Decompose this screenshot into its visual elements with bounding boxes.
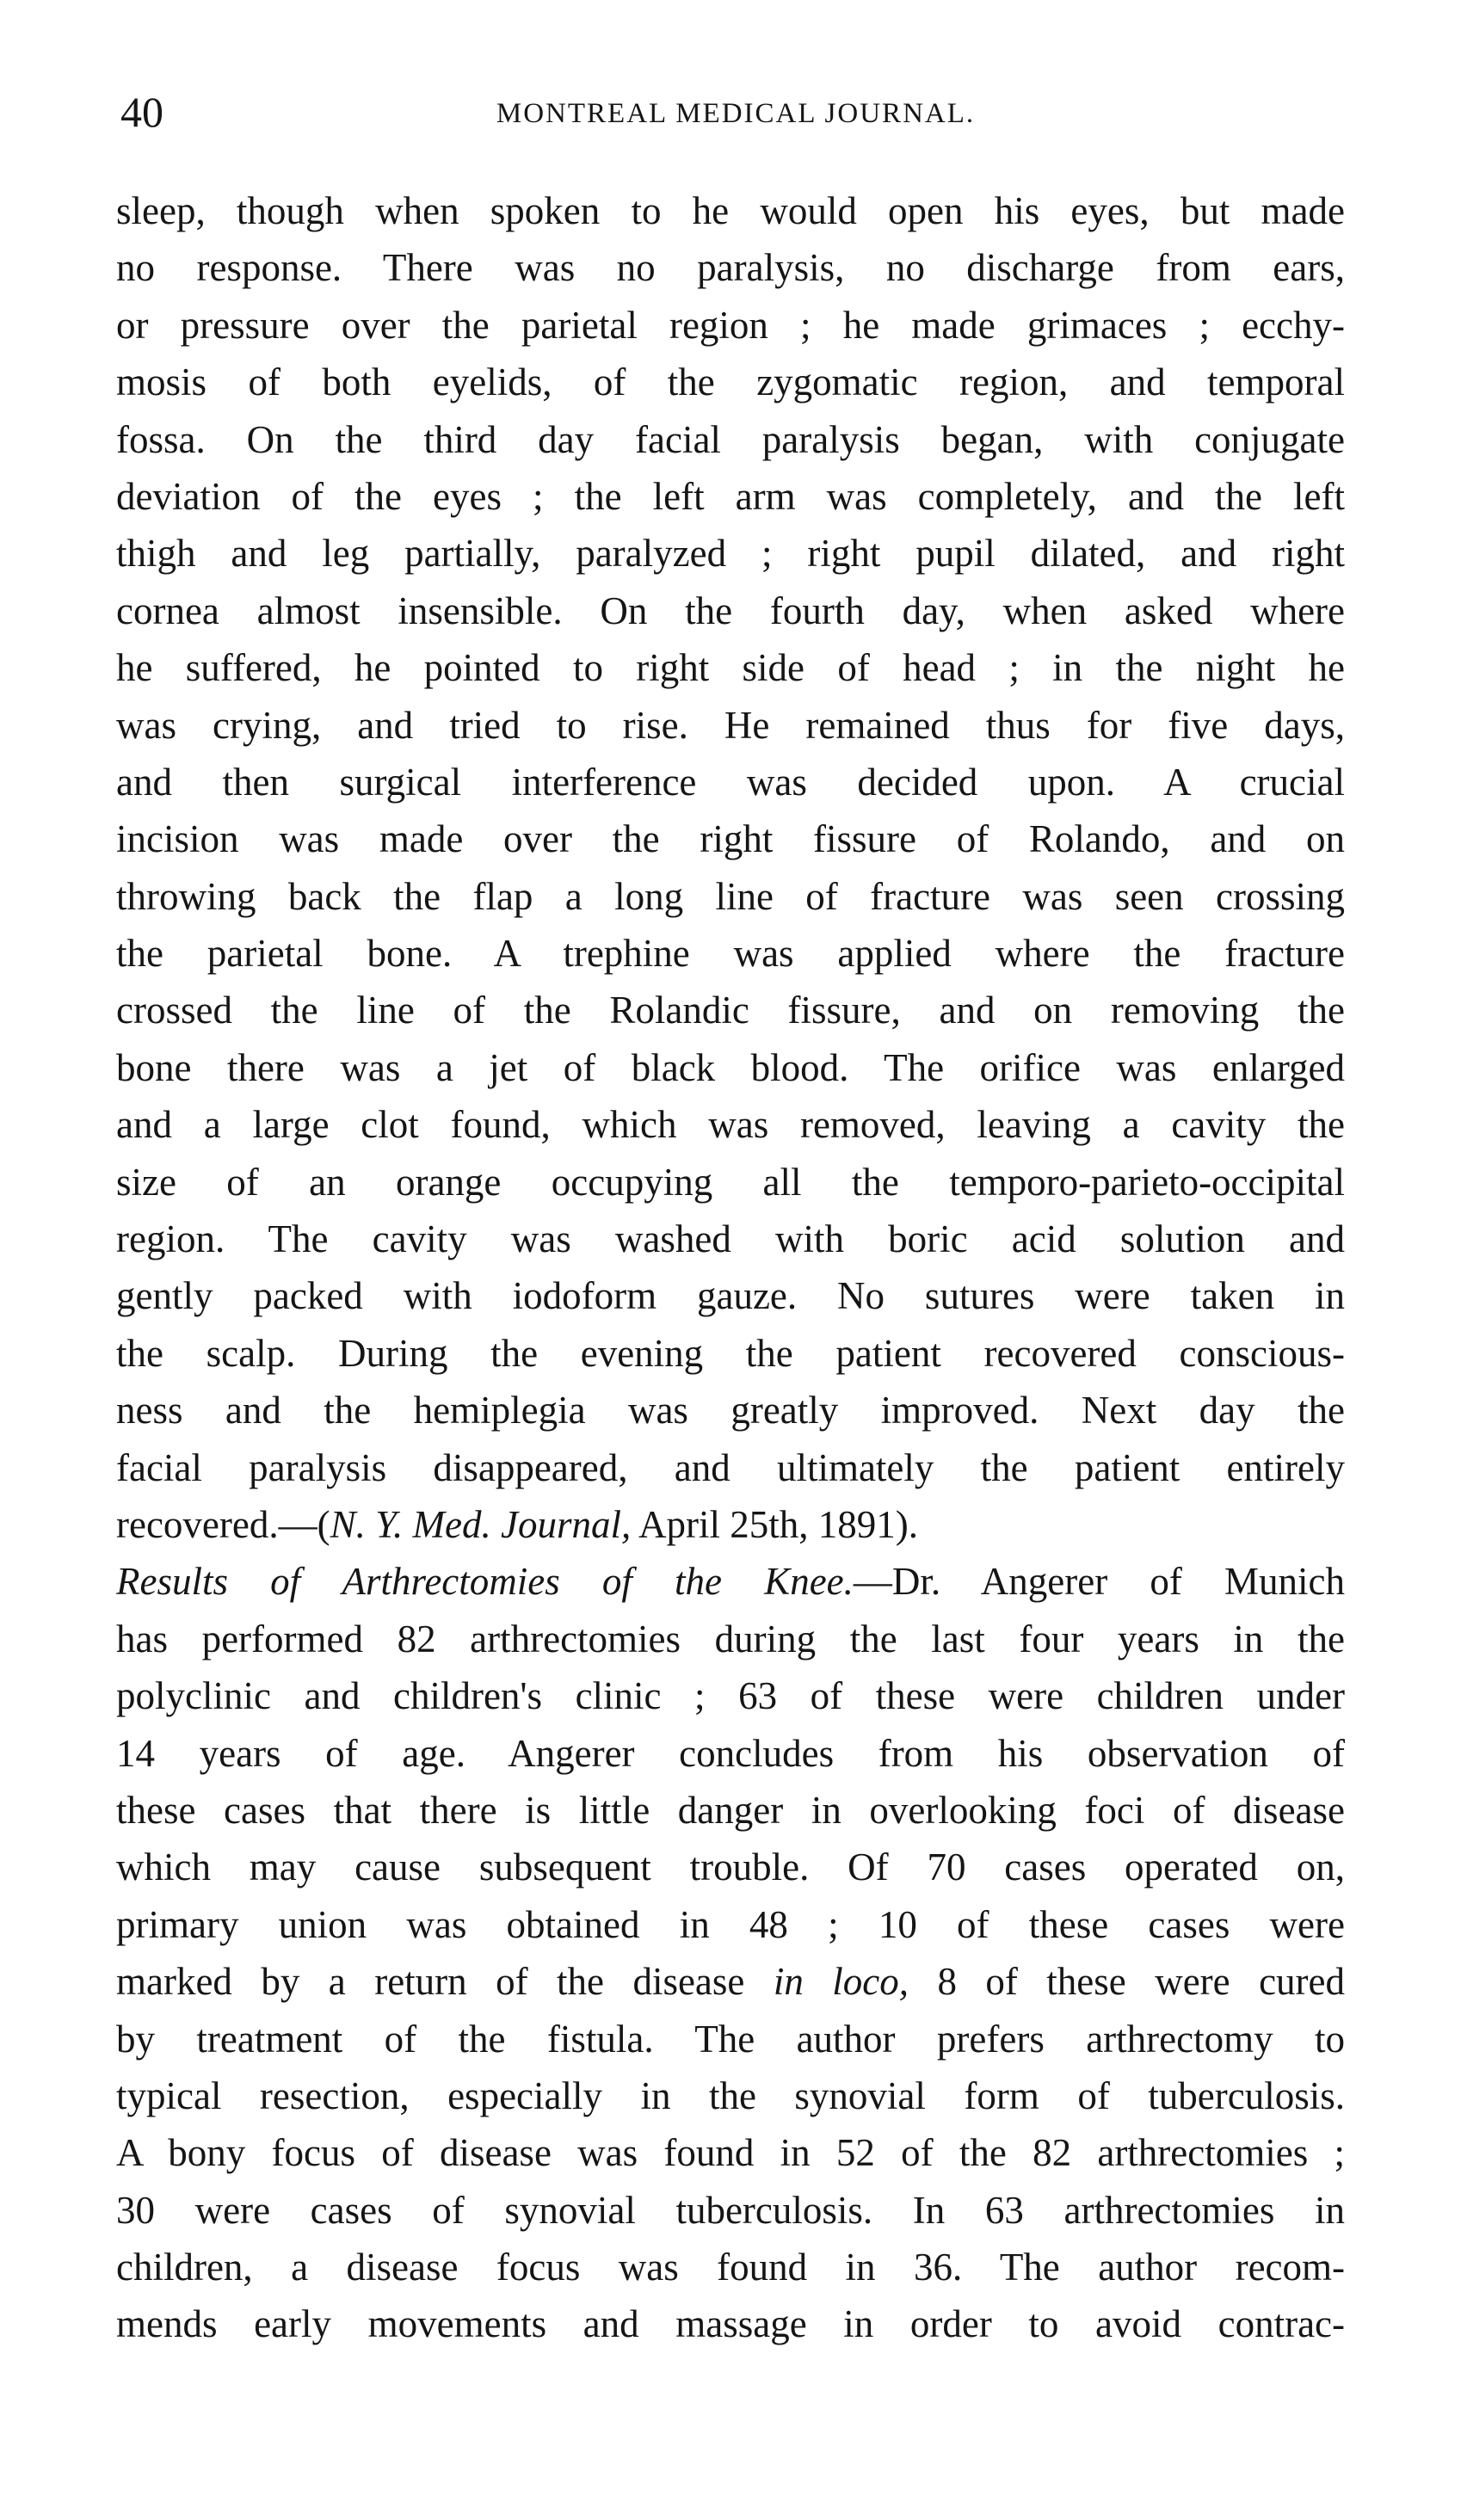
heading-continuation: —Dr. Angerer of Munich <box>853 1560 1345 1604</box>
text-line: children, a disease focus was found in 36. The author recom- <box>116 2246 1345 2289</box>
loco-italic: in loco, <box>773 1960 909 2004</box>
citation-date: April 25th, 1891). <box>631 1502 918 1546</box>
text-line: throwing back the flap a long line of fracture was seen crossing <box>116 874 1345 918</box>
text-line: typical resection, especially in the synovial form of tuberculosis. <box>116 2073 1345 2117</box>
text-line: fossa. On the third day facial paralysis began, with conjugate <box>116 417 1345 461</box>
text-line: sleep, though when spoken to he would open his eyes, but made <box>116 189 1345 232</box>
text-line: the scalp. During the evening the patient recovered conscious- <box>116 1331 1345 1375</box>
text-line: thigh and leg partially, paralyzed ; right pupil dilated, and right <box>116 532 1345 576</box>
citation-line <box>116 1496 1345 1553</box>
page-header <box>120 86 1351 146</box>
text-line: size of an orange occupying all the temporo-parieto-occipital <box>116 1160 1345 1204</box>
text-line: he suffered, he pointed to right side of head ; in the night he <box>116 646 1345 690</box>
text-line: crossed the line of the Rolandic fissure, and on removing the <box>116 989 1345 1032</box>
text-line: by treatment of the fistula. The author prefers arthrectomy to <box>116 2017 1345 2061</box>
text-line: ness and the hemiplegia was greatly improved. Next day the <box>116 1389 1345 1433</box>
text-line: facial paralysis disappeared, and ultimately the patient entirely <box>116 1445 1345 1489</box>
text-line: these cases that there is little danger in overlooking foci of disease <box>116 1788 1345 1832</box>
text-line: 30 were cases of synovial tuberculosis. In 63 arthrectomies in <box>116 2188 1345 2232</box>
text-line: incision was made over the right fissure of Rolando, and on <box>116 817 1345 861</box>
loco-after: 8 of these were cured <box>909 1960 1345 2004</box>
page-number: 40 <box>120 88 163 136</box>
text-line: was crying, and tried to rise. He remained thus for five days, <box>116 703 1345 747</box>
text-line: or pressure over the parietal region ; he made grimaces ; ecchy- <box>116 303 1345 347</box>
text-line: which may cause subsequent trouble. Of 70 cases operated on, <box>116 1845 1345 1889</box>
loco-before: marked by a return of the disease <box>116 1960 774 2004</box>
text-line: cornea almost insensible. On the fourth day, when asked where <box>116 588 1345 632</box>
text-line: bone there was a jet of black blood. The orifice was enlarged <box>116 1045 1345 1089</box>
article-text <box>116 182 1345 2353</box>
text-line: mends early movements and massage in order to avoid contrac- <box>116 2302 1345 2346</box>
results-heading-line <box>116 1553 1345 1610</box>
text-line: no response. There was no paralysis, no discharge from ears, <box>116 246 1345 290</box>
citation-prefix: recovered.—( <box>116 1502 330 1546</box>
text-line: deviation of the eyes ; the left arm was completely, and the left <box>116 474 1345 518</box>
text-line: and a large clot found, which was removed, leaving a cavity the <box>116 1103 1345 1147</box>
text-line: has performed 82 arthrectomies during the last four years in the <box>116 1617 1345 1660</box>
text-line: and then surgical interference was decided upon. A crucial <box>116 760 1345 804</box>
running-title: MONTREAL MEDICAL JOURNAL. <box>496 98 976 129</box>
citation-journal: N. Y. Med. Journal, <box>330 1502 632 1546</box>
section-heading: Results of Arthrectomies of the Knee. <box>116 1560 854 1604</box>
text-line: gently packed with iodoform gauze. No sutures were taken in <box>116 1274 1345 1318</box>
text-line: polyclinic and children's clinic ; 63 of these were children under <box>116 1674 1345 1718</box>
loco-line <box>116 1953 1345 2010</box>
text-line: the parietal bone. A trephine was applied where the fracture <box>116 932 1345 976</box>
text-line: mosis of both eyelids, of the zygomatic region, and temporal <box>116 360 1345 404</box>
text-line: A bony focus of disease was found in 52 of the 82 arthrectomies ; <box>116 2131 1345 2175</box>
text-line: primary union was obtained in 48 ; 10 of these cases were <box>116 1902 1345 1946</box>
text-line: region. The cavity was washed with boric acid solution and <box>116 1217 1345 1261</box>
text-line: 14 years of age. Angerer concludes from his observation of <box>116 1731 1345 1775</box>
